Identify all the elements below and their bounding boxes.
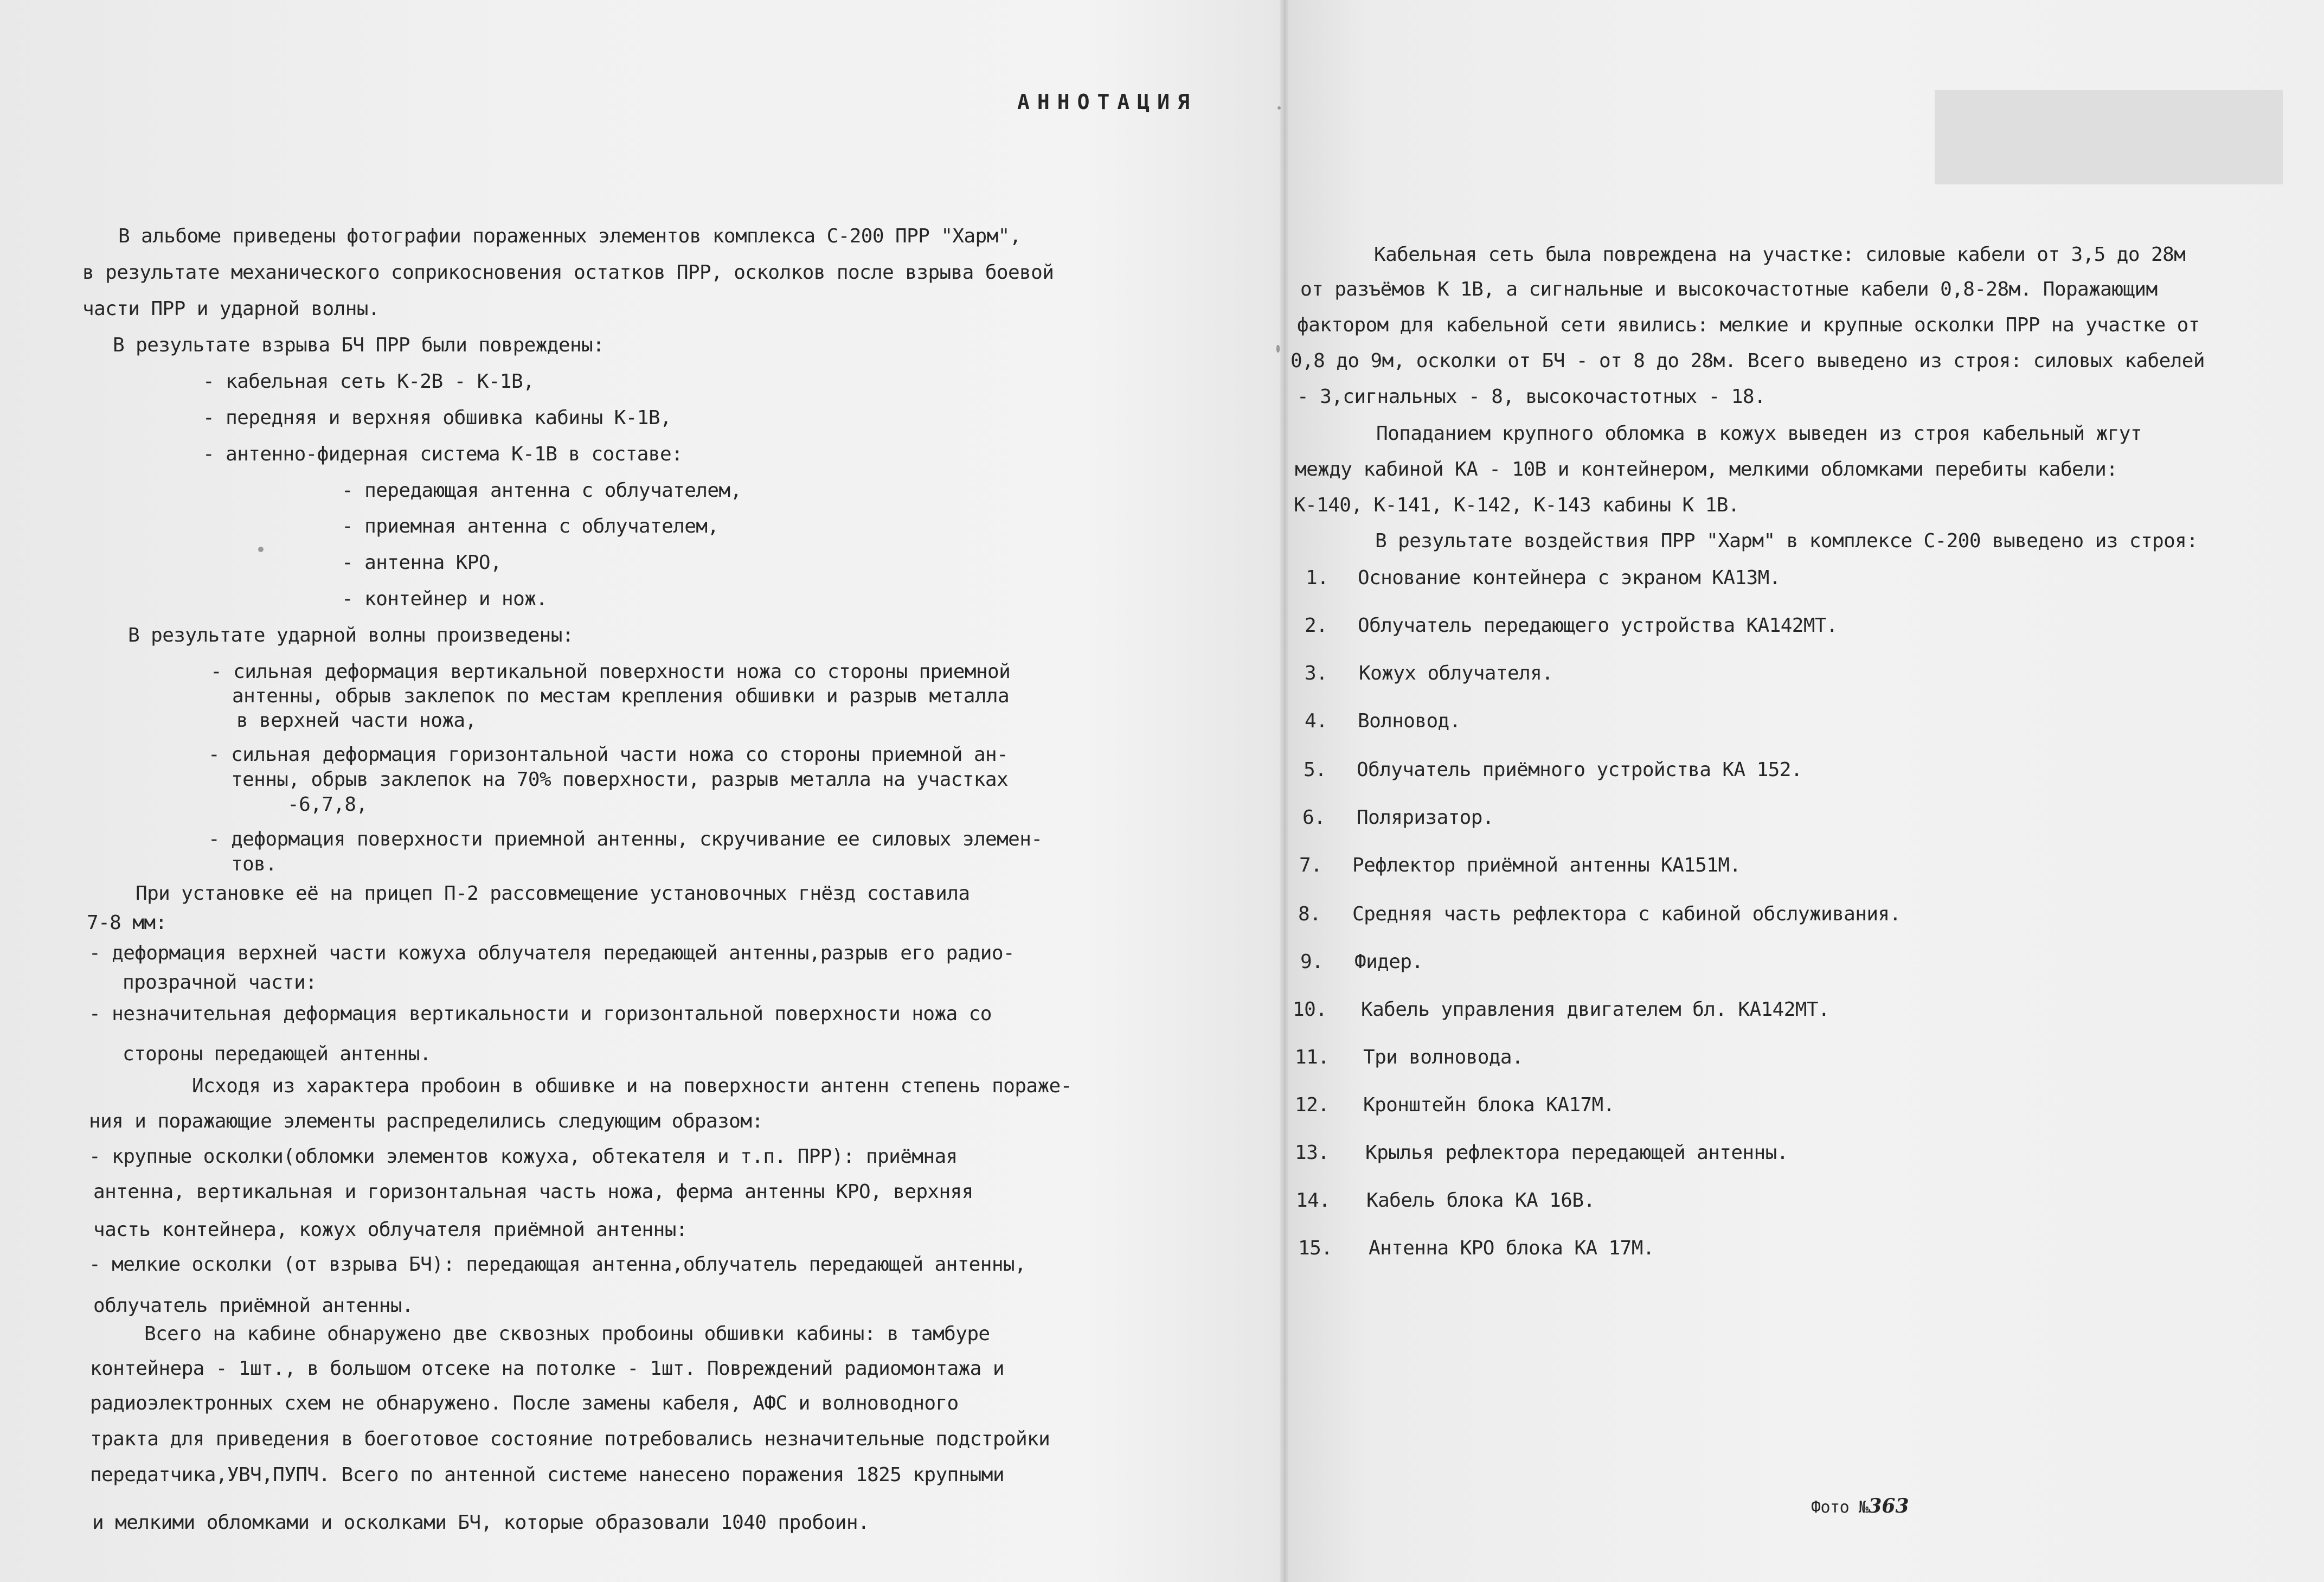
left-line: контейнера - 1шт., в большом отсеке на потолке - 1шт. Повреждений радиомонтажа и xyxy=(90,1357,1004,1380)
left-line: антенны, обрыв заклепок по местам крепления обшивки и разрыв металла xyxy=(232,685,1010,707)
photo-label: Фото № xyxy=(1811,1498,1869,1517)
left-line: часть контейнера, кожух облучателя приёмной антенны: xyxy=(93,1219,688,1241)
document-title: АННОТАЦИЯ xyxy=(1017,90,1197,114)
list-item: Облучатель приёмного устройства КА 152. xyxy=(1357,759,1802,781)
left-line: - передняя и верхняя обшивка кабины К-1В, xyxy=(203,407,672,429)
list-item: Кожух облучателя. xyxy=(1359,662,1553,684)
left-line: - деформация верхней части кожуха облучателя передающей антенны,разрыв его радио- xyxy=(89,942,1015,964)
left-line: антенна, вертикальная и горизонтальная часть ножа, ферма антенны КРО, верхняя xyxy=(93,1181,973,1203)
list-item: Кронштейн блока КА17М. xyxy=(1363,1094,1615,1116)
left-line: ния и поражающие элементы распределились следующим образом: xyxy=(89,1110,763,1132)
list-item: Три волновода. xyxy=(1363,1046,1524,1068)
scan-speck xyxy=(1276,345,1280,353)
left-line: Исходя из характера пробоин в обшивке и на поверхности антенн степень пораже- xyxy=(192,1075,1072,1097)
page-fold xyxy=(1280,0,1288,1582)
list-item: Волновод. xyxy=(1358,710,1461,732)
left-line: тракта для приведения в боеготовое состояние потребовались незначительные подстройки xyxy=(90,1428,1050,1450)
left-line: В результате ударной волны произведены: xyxy=(128,624,574,646)
left-line: части ПРР и ударной волны. xyxy=(82,298,380,320)
left-line: и мелкими обломками и осколками БЧ, которые образовали 1040 пробоин. xyxy=(92,1511,870,1534)
scan-speck xyxy=(258,547,264,552)
right-line: фактором для кабельной сети явились: мелкие и крупные осколки ПРР на участке от xyxy=(1297,314,2200,336)
list-item-number: 15. xyxy=(1298,1237,1333,1259)
left-line: тов. xyxy=(231,853,277,875)
left-line: - кабельная сеть К-2В - К-1В, xyxy=(203,370,535,393)
list-item: Кабель блока КА 16В. xyxy=(1366,1189,1595,1212)
left-line: - приемная антенна с облучателем, xyxy=(342,515,719,537)
list-item: Средняя часть рефлектора с кабиной обслуживания. xyxy=(1352,903,1901,925)
photo-number: 363 xyxy=(1868,1495,1909,1517)
list-item: Крылья рефлектора передающей антенны. xyxy=(1365,1142,1788,1164)
left-line: - сильная деформация горизонтальной части ножа со стороны приемной ан- xyxy=(208,744,1009,766)
list-item-number: 4. xyxy=(1305,710,1328,732)
left-line: В альбоме приведены фотографии пораженных элементов комплекса С-200 ПРР "Харм", xyxy=(118,225,1021,247)
left-line: - незначительная деформация вертикальности и горизонтальной поверхности ножа со xyxy=(89,1003,992,1025)
right-line: Кабельная сеть была повреждена на участке: силовые кабели от 3,5 до 28м xyxy=(1374,244,2186,266)
list-item-number: 5. xyxy=(1304,759,1327,781)
list-item-number: 10. xyxy=(1293,998,1327,1021)
left-line: -6,7,8, xyxy=(287,793,368,816)
right-line: между кабиной КА - 10В и контейнером, мелкими обломками перебиты кабели: xyxy=(1295,458,2118,481)
left-line: В результате взрыва БЧ ПРР были повреждены: xyxy=(113,334,605,356)
right-page xyxy=(1284,0,2324,1582)
left-line: в верхней части ножа, xyxy=(236,709,477,732)
left-line: - сильная деформация вертикальной поверхности ножа со стороны приемной xyxy=(210,661,1011,683)
list-item: Рефлектор приёмной антенны КА151М. xyxy=(1352,854,1741,876)
list-item-number: 8. xyxy=(1298,903,1321,925)
list-item-number: 14. xyxy=(1296,1189,1331,1212)
list-item: Поляризатор. xyxy=(1357,806,1494,829)
list-item-number: 13. xyxy=(1295,1142,1330,1164)
left-line: Всего на кабине обнаружено две сквозных пробоины обшивки кабины: в тамбуре xyxy=(144,1323,990,1345)
list-item-number: 3. xyxy=(1305,662,1328,684)
list-item-number: 7. xyxy=(1299,854,1323,876)
left-line: передатчика,УВЧ,ПУПЧ. Всего по антенной системе нанесено поражения 1825 крупными xyxy=(90,1464,1004,1486)
list-item-number: 1. xyxy=(1306,567,1329,589)
list-item-number: 12. xyxy=(1295,1094,1330,1116)
left-line: тенны, обрыв заклепок на 70% поверхности, разрыв металла на участках xyxy=(231,768,1009,791)
left-line: радиоэлектронных схем не обнаружено. После замены кабеля, АФС и волноводного xyxy=(90,1392,959,1414)
right-line: К-140, К-141, К-142, К-143 кабины К 1В. xyxy=(1294,494,1739,516)
scan-speck xyxy=(1277,106,1281,110)
right-line: 0,8 до 9м, осколки от БЧ - от 8 до 28м. Всего выведено из строя: силовых кабелей xyxy=(1291,350,2205,372)
list-item-number: 9. xyxy=(1300,951,1324,973)
left-line: 7-8 мм: xyxy=(87,912,167,934)
left-line: - передающая антенна с облучателем, xyxy=(342,479,742,502)
list-item: Основание контейнера с экраном КА13М. xyxy=(1358,567,1781,589)
right-line: Попаданием крупного обломка в кожух выведен из строя кабельный жгут xyxy=(1376,422,2142,445)
left-line: - антенна КРО, xyxy=(342,552,502,574)
left-line: облучатель приёмной антенны. xyxy=(93,1295,414,1317)
right-line: от разъёмов К 1В, а сигнальные и высокочастотные кабели 0,8-28м. Поражающим xyxy=(1300,278,2158,300)
list-item-number: 11. xyxy=(1295,1046,1330,1068)
left-line: - деформация поверхности приемной антенны, скручивание ее силовых элемен- xyxy=(208,828,1043,850)
list-item-number: 2. xyxy=(1305,614,1328,637)
list-item-number: 6. xyxy=(1302,806,1326,829)
left-line: - антенно-фидерная система К-1В в составе: xyxy=(203,443,683,465)
right-line: - 3,сигнальных - 8, высокочастотных - 18. xyxy=(1297,386,1766,408)
list-item: Фидер. xyxy=(1354,951,1423,973)
left-line: стороны передающей антенны. xyxy=(123,1043,431,1065)
left-line: При установке её на прицеп П-2 рассовмещение установочных гнёзд составила xyxy=(136,882,970,905)
left-line: - крупные осколки(обломки элементов кожуха, обтекателя и т.п. ПРР): приёмная xyxy=(89,1145,958,1168)
left-line: в результате механического соприкосновения остатков ПРР, осколков после взрыва боевой xyxy=(82,261,1054,284)
left-line: - контейнер и нож. xyxy=(342,588,548,610)
left-line: - мелкие осколки (от взрыва БЧ): передающая антенна,облучатель передающей антенны, xyxy=(89,1253,1026,1276)
list-item: Облучатель передающего устройства КА142МТ. xyxy=(1358,614,1838,637)
list-item: Антенна КРО блока КА 17М. xyxy=(1369,1237,1654,1259)
list-item: Кабель управления двигателем бл. КА142МТ. xyxy=(1361,998,1830,1021)
photo-caption xyxy=(1811,1495,1909,1517)
right-line: В результате воздействия ПРР "Харм" в комплексе С-200 выведено из строя: xyxy=(1375,530,2198,552)
left-line: прозрачной части: xyxy=(123,971,317,994)
redacted-area xyxy=(1935,90,2283,184)
